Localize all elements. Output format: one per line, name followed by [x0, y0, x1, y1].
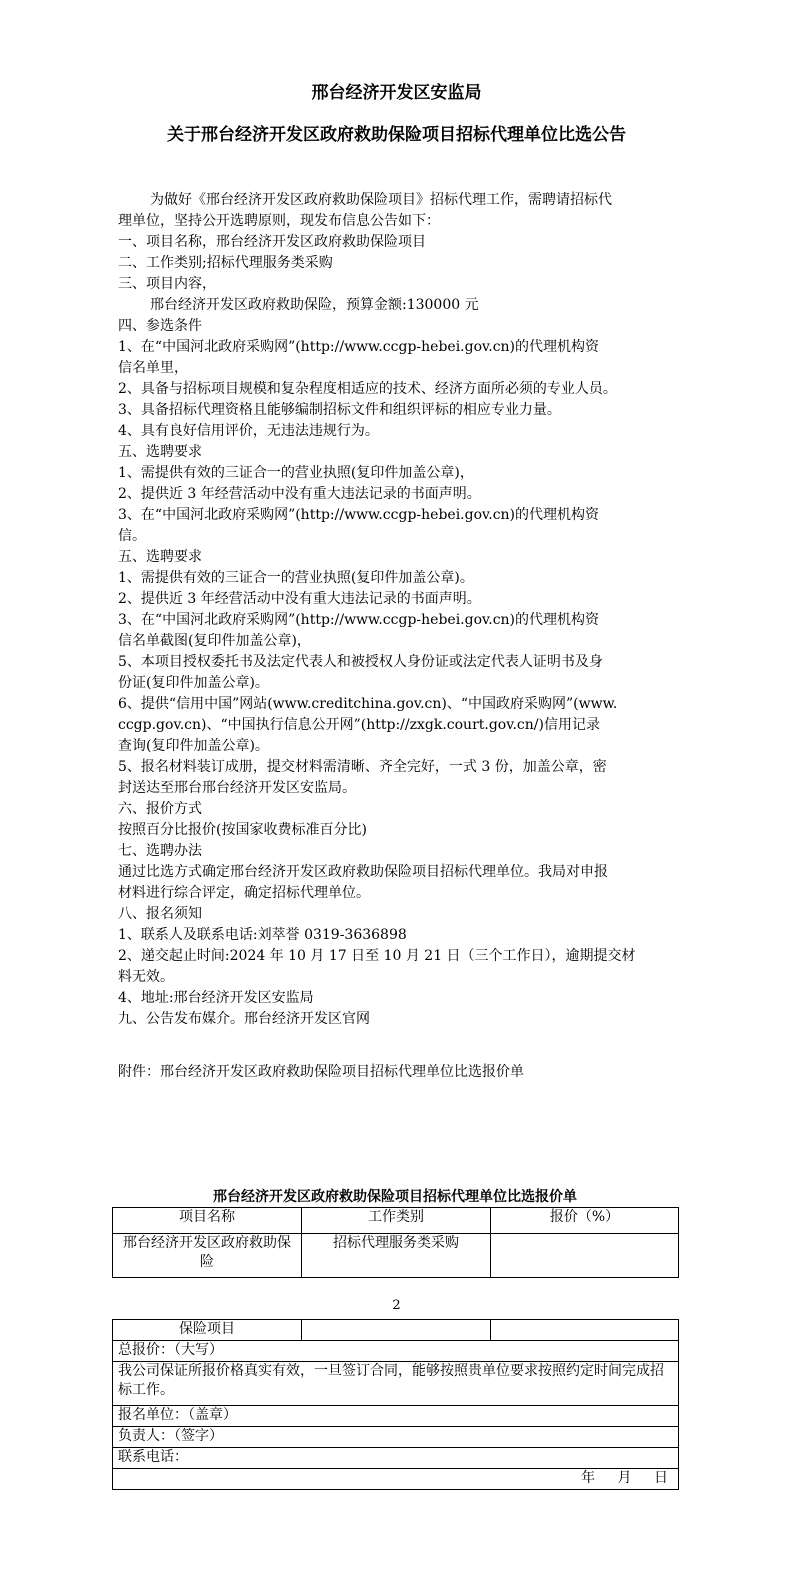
body-line: 按照百分比报价(按国家收费标准百分比)	[118, 822, 367, 838]
applicant-unit-label: 报名单位：（盖章）	[113, 1406, 679, 1427]
body-line: 3、在“中国河北政府采购网”(http://www.ccgp-hebei.gov.cn)的代理机构资	[118, 507, 600, 523]
body-line: 邢台经济开发区政府救助保险，预算金额:130000 元	[150, 297, 479, 313]
body-line: 封送达至邢台邢台经济开发区安监局。	[118, 780, 356, 796]
notice-title: 关于邢台经济开发区政府救助保险项目招标代理单位比选公告	[167, 125, 626, 145]
body-line: 2、提供近 3 年经营活动中没有重大违法记录的书面声明。	[118, 591, 481, 607]
body-line: 2、提供近 3 年经营活动中没有重大违法记录的书面声明。	[118, 486, 481, 502]
body-line: 七、选聘办法	[118, 843, 202, 859]
quote-form-title: 邢台经济开发区政府救助保险项目招标代理单位比选报价单	[213, 1189, 577, 1205]
body-line: 五、选聘要求	[118, 549, 202, 565]
cell-work-category: 招标代理服务类采购	[302, 1234, 491, 1278]
total-price-label: 总报价：（大写）	[113, 1341, 679, 1362]
body-line: 1、需提供有效的三证合一的营业执照(复印件加盖公章)，	[118, 465, 474, 481]
body-line: 5、报名材料装订成册，提交材料需清晰、齐全完好，一式 3 份，加盖公章，密	[118, 759, 607, 775]
header-work-category: 工作类别	[302, 1208, 491, 1234]
quote-table-continued	[112, 1319, 679, 1490]
body-line: 3、具备招标代理资格且能够编制招标文件和组织评标的相应专业力量。	[118, 402, 561, 418]
page-number: 2	[392, 1298, 401, 1313]
body-line: 5、本项目授权委托书及法定代表人和被授权人身份证或法定代表人证明书及身	[118, 654, 603, 670]
body-line: ccgp.gov.cn)、“中国执行信息公开网”(http://zxgk.court.gov.cn/)信用记录	[118, 717, 600, 733]
body-line: 料无效。	[118, 969, 174, 985]
quote-table	[112, 1207, 679, 1278]
notice-body	[118, 190, 678, 1030]
header-price: 报价（%）	[491, 1208, 679, 1234]
responsible-person-label: 负责人：（签字）	[113, 1427, 679, 1448]
cell-empty-2	[491, 1320, 679, 1341]
body-line: 2、递交起止时间:2024 年 10 月 17 日至 10 月 21 日（三个工作日），逾期提交材	[118, 948, 636, 964]
body-line: 通过比选方式确定邢台经济开发区政府救助保险项目招标代理单位。我局对申报	[118, 864, 608, 880]
body-line: 1、在“中国河北政府采购网”(http://www.ccgp-hebei.gov.cn)的代理机构资	[118, 339, 600, 355]
body-line: 4、地址:邢台经济开发区安监局	[118, 990, 314, 1006]
cell-project-name-cont: 保险项目	[113, 1320, 302, 1341]
cell-price	[491, 1234, 679, 1278]
body-line: 查询(复印件加盖公章)。	[118, 738, 269, 754]
header-project-name: 项目名称	[113, 1208, 302, 1234]
agency-title: 邢台经济开发区安监局	[311, 83, 482, 103]
body-line: 六、报价方式	[118, 801, 202, 817]
body-line: 五、选聘要求	[118, 444, 202, 460]
body-line: 二、工作类别;招标代理服务类采购	[118, 255, 333, 271]
body-line: 1、联系人及联系电话:刘萃誉 0319-3636898	[118, 927, 407, 943]
body-line: 4、具有良好信用评价，无违法违规行为。	[118, 423, 379, 439]
cell-project-name: 邢台经济开发区政府救助保险	[113, 1234, 302, 1278]
body-line: 信名单截图(复印件加盖公章)，	[118, 633, 311, 649]
body-line: 九、公告发布媒介。邢台经济开发区官网	[118, 1011, 370, 1027]
body-line: 四、参选条件	[118, 318, 202, 334]
body-line: 一、项目名称，邢台经济开发区政府救助保险项目	[118, 234, 426, 250]
cell-empty-1	[302, 1320, 491, 1341]
body-line: 1、需提供有效的三证合一的营业执照(复印件加盖公章)。	[118, 570, 474, 586]
body-line: 信。	[118, 528, 146, 544]
guarantee-text: 我公司保证所报价格真实有效，一旦签订合同，能够按照贵单位要求按照约定时间完成招标工作。	[113, 1362, 679, 1406]
contact-phone-label: 联系电话：	[113, 1448, 679, 1469]
body-line: 理单位，坚持公开选聘原则，现发布信息公告如下：	[118, 213, 440, 229]
body-line: 材料进行综合评定，确定招标代理单位。	[118, 885, 370, 901]
body-line: 信名单里，	[118, 360, 188, 376]
attachment-line: 附件：邢台经济开发区政府救助保险项目招标代理单位比选报价单	[118, 1064, 524, 1080]
body-line: 6、提供“信用中国”网站(www.creditchina.gov.cn)、“中国政府采购网”(www.	[118, 696, 618, 712]
body-line: 三、项目内容，	[118, 276, 216, 292]
body-line: 3、在“中国河北政府采购网”(http://www.ccgp-hebei.gov.cn)的代理机构资	[118, 612, 600, 628]
body-line: 2、具备与招标项目规模和复杂程度相适应的技术、经济方面所必须的专业人员。	[118, 381, 617, 397]
body-line: 八、报名须知	[118, 906, 202, 922]
body-line: 份证(复印件加盖公章)。	[118, 675, 269, 691]
body-line: 为做好《邢台经济开发区政府救助保险项目》招标代理工作，需聘请招标代	[150, 192, 612, 208]
date-line: 年 月 日	[113, 1469, 679, 1490]
